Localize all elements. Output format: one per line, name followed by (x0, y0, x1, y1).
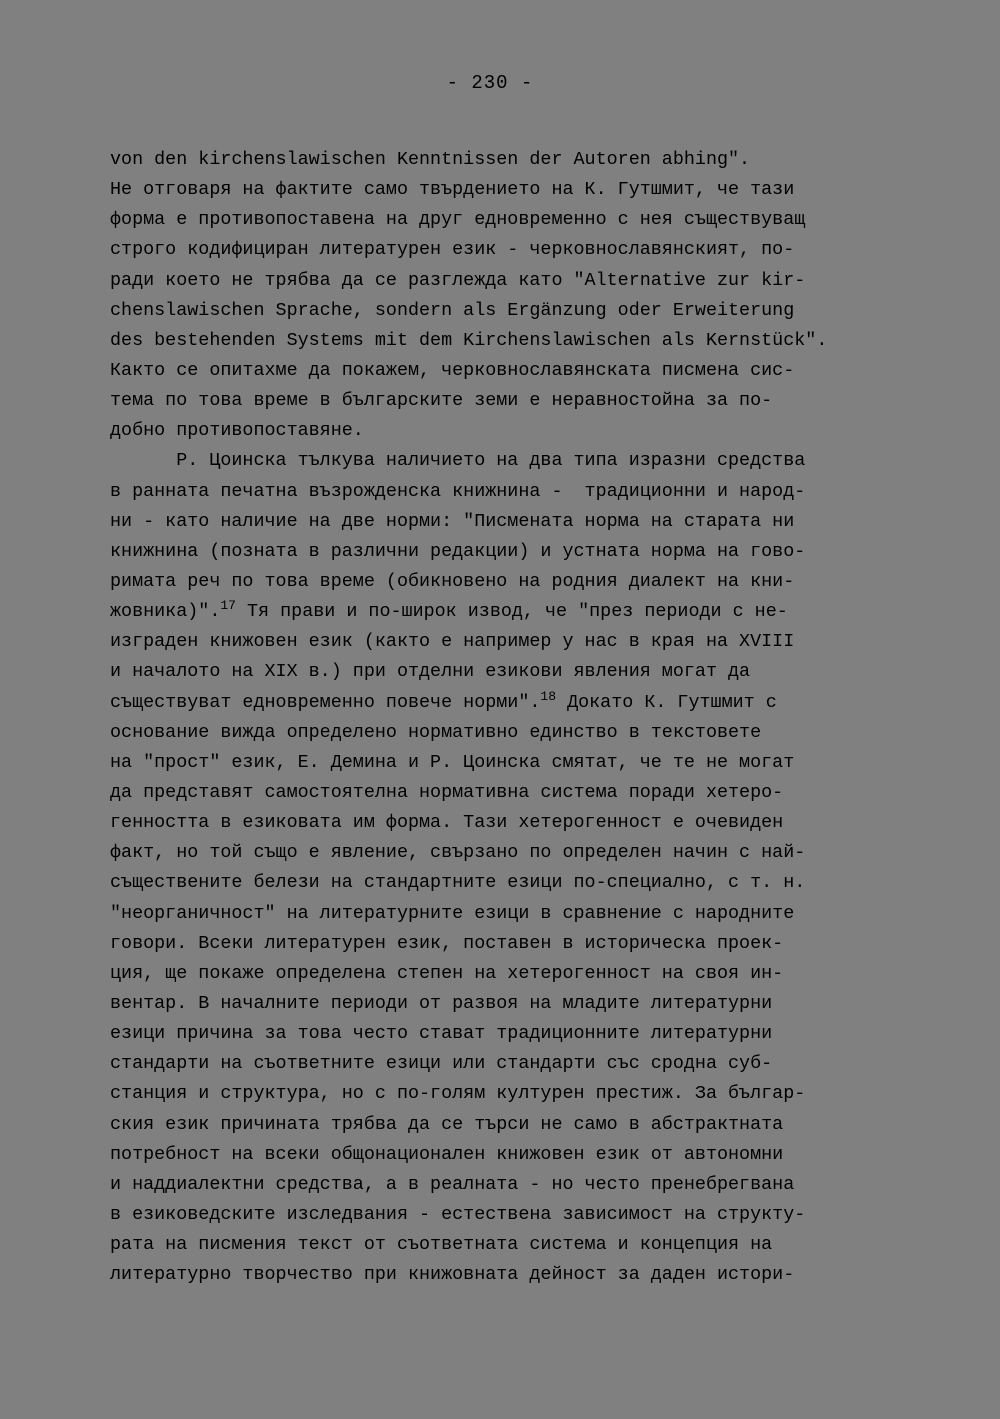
text-line: des bestehenden Systems mit dem Kirchenslawischen als Kernstück". (110, 329, 828, 351)
text-line: стандарти на съответните езици или стандарти със сродна суб- (110, 1053, 773, 1075)
text-line: и наддиалектни средства, а в реалната - но често пренебрегвана (110, 1173, 795, 1195)
body-text (110, 145, 890, 1290)
text-line: съществуват едновременно повече норми".$^{18}$ Докато К. Гутшмит с (110, 688, 777, 713)
text-line: von den kirchenslawischen Kenntnissen der Autoren abhing". (110, 149, 751, 170)
text-line: вентар. В началните периоди от развоя на младите литературни (110, 992, 773, 1014)
text-line: тема по това време в българските земи е неравностойна за по- (110, 390, 773, 412)
text-line: римата реч по това време (обикновено на родния диалект на кни- (110, 570, 795, 592)
text-line: основание вижда определено нормативно единство в текстовете (110, 721, 762, 743)
text-line: станция и структура, но с по-голям културен престиж. За българ- (110, 1083, 806, 1105)
text-line: chenslawischen Sprache, sondern als Ergänzung oder Erweiterung (110, 299, 795, 321)
text-line: литературно творчество при книжовната дейност за даден истори- (110, 1264, 795, 1286)
text-line: съществените белези на стандартните езици по-специално, с т. н. (110, 872, 806, 894)
text-line: ция, ще покаже определена степен на хетерогенност на своя ин- (110, 962, 784, 984)
text-line: потребност на всеки общонационален книжовен език от автономни (110, 1143, 784, 1165)
text-line: строго кодифициран литературен език - черковнославянският, по- (110, 239, 795, 261)
text-line: ския език причината трябва да се търси не само в абстрактната (110, 1113, 784, 1135)
text-line: на "прост" език, Е. Демина и Р. Цоинска смятат, че те не могат (110, 751, 795, 773)
text-line: говори. Всеки литературен език, поставен в историческа проек- (110, 932, 784, 954)
paragraph-start-line: Р. Цоинска тълкува наличието на два типа изразни средства (110, 450, 806, 472)
page-number: - 230 - (446, 72, 534, 94)
text-line: Не отговаря на фактите само твърдението на К. Гутшмит, че тази (110, 179, 795, 201)
text-line: в езиковедските изследвания - естествена зависимост на структу- (110, 1203, 806, 1225)
text-line: "неорганичност" на литературните езици в сравнение с народните (110, 902, 795, 924)
text-line: генността в езиковата им форма. Тази хетерогенност е очевиден (110, 812, 784, 834)
text-line: в ранната печатна възрожденска книжнина - традиционни и народ- (110, 480, 806, 502)
text-line: да представят самостоятелна нормативна система поради хетеро- (110, 781, 784, 803)
footnote-marker: 18 (540, 688, 557, 704)
text-line: рата на писмения текст от съответната система и концепция на (110, 1234, 773, 1256)
text-line: езици причина за това често стават традиционните литературни (110, 1023, 773, 1045)
text-line: жовника)".$^{17}$ Тя прави и по-широк извод, че "през периоди с не- (110, 597, 788, 623)
text-line: ни - като наличие на две норми: "Писмената норма на старата ни (110, 510, 795, 532)
text-line: и началото на XIX в.) при отделни езикови явления могат да (110, 661, 751, 683)
text-line: изграден книжовен език (както е например у нас в края на XVIII (110, 631, 795, 653)
text-line: Както се опитахме да покажем, черковнославянската писмена сис- (110, 359, 795, 381)
text-line: добно противопоставяне. (110, 420, 364, 442)
text-line: ради което не трябва да се разглежда като "Alternative zur kir- (110, 269, 806, 291)
text-line: форма е противопоставена на друг едновременно с нея съществуващ (110, 209, 806, 231)
text-line: книжнина (позната в различни редакции) и устната норма на гово- (110, 540, 806, 562)
footnote-marker: 17 (220, 597, 236, 613)
text-line: факт, но той също е явление, свързано по определен начин с най- (110, 842, 806, 864)
